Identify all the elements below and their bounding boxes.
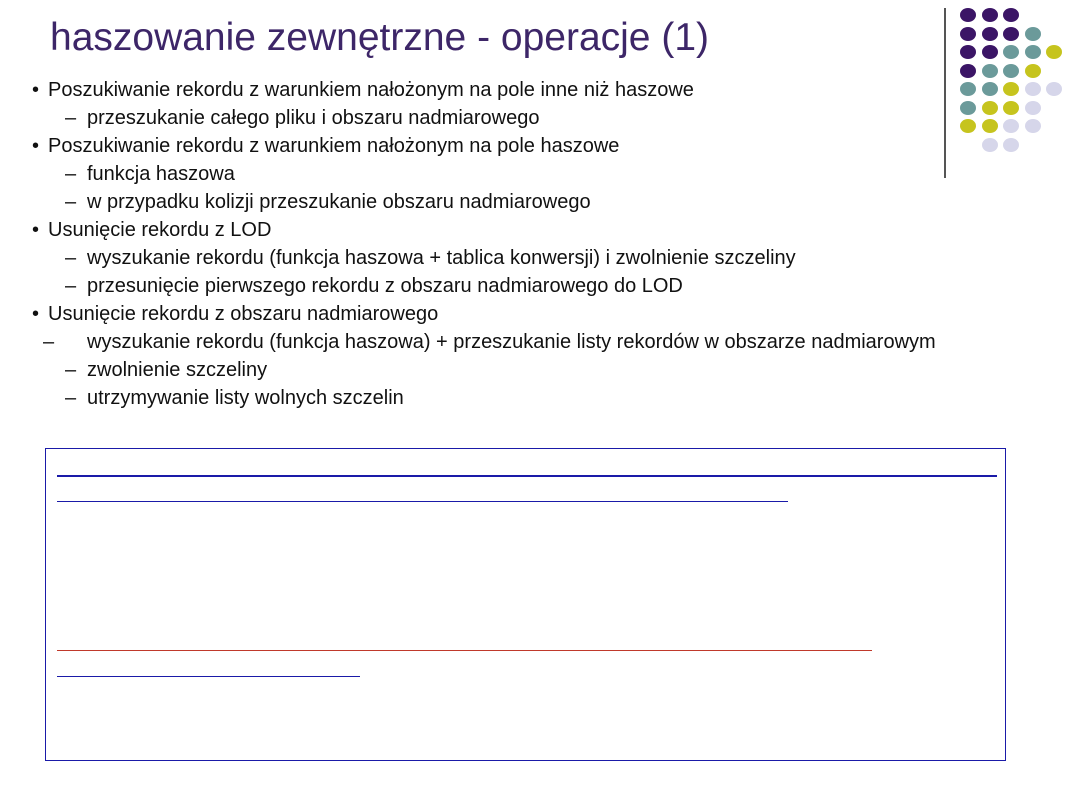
blue-underline-3 — [57, 676, 360, 677]
dash-icon: – — [65, 107, 77, 129]
sub-item — [32, 356, 1032, 384]
item-text: Usunięcie rekordu z LOD — [48, 219, 272, 241]
dash-icon: – — [65, 359, 77, 381]
dot-icon — [982, 27, 998, 41]
list-item — [32, 216, 1032, 244]
sub-item — [32, 244, 1032, 272]
dot-icon — [1003, 8, 1019, 22]
bullet-list — [32, 76, 1032, 412]
dot-icon — [1046, 45, 1062, 59]
sub-item-text: utrzymywanie listy wolnych szczelin — [87, 387, 404, 409]
sub-item — [32, 384, 1032, 412]
dot-icon — [960, 45, 976, 59]
sub-item-text: zwolnienie szczeliny — [87, 359, 268, 381]
slide-title: haszowanie zewnętrzne - operacje (1) — [50, 16, 710, 59]
annotation-box — [45, 448, 1006, 761]
dash-icon: – — [65, 191, 77, 213]
item-text: Usunięcie rekordu z obszaru nadmiarowego — [48, 303, 439, 325]
sub-item — [32, 328, 1007, 356]
dash-icon: – — [65, 275, 77, 297]
list-item — [32, 132, 1032, 160]
list-item — [32, 76, 1032, 104]
sub-item-text: przeszukanie całego pliku i obszaru nadmiarowego — [87, 107, 540, 129]
dash-icon: – — [43, 331, 55, 353]
sub-item-text: w przypadku kolizji przeszukanie obszaru nadmiarowego — [87, 191, 591, 213]
sub-item-text: wyszukanie rekordu (funkcja haszowa + tablica konwersji) i zwolnienie szczeliny — [87, 247, 796, 269]
sub-item-text: przesunięcie pierwszego rekordu z obszaru nadmiarowego do LOD — [87, 275, 683, 297]
dot-icon — [982, 45, 998, 59]
dot-icon — [1003, 27, 1019, 41]
item-text: Poszukiwanie rekordu z warunkiem nałożonym na pole haszowe — [48, 135, 620, 157]
sub-item — [32, 272, 1032, 300]
sub-item-text: wyszukanie rekordu (funkcja haszowa) + przeszukanie listy rekordów w obszarze nadmiarowym — [87, 331, 936, 353]
dot-icon — [1025, 45, 1041, 59]
item-text: Poszukiwanie rekordu z warunkiem nałożonym na pole inne niż haszowe — [48, 79, 694, 101]
bullet-icon: • — [32, 219, 40, 241]
dot-icon — [1046, 82, 1062, 96]
sub-item — [32, 160, 1032, 188]
dash-icon: – — [65, 387, 77, 409]
bullet-icon: • — [32, 135, 40, 157]
blue-underline-2 — [57, 501, 788, 502]
dash-icon: – — [65, 163, 77, 185]
dash-icon: – — [65, 247, 77, 269]
dot-icon — [982, 8, 998, 22]
dot-icon — [1003, 45, 1019, 59]
bullet-icon: • — [32, 79, 40, 101]
sub-item-text: funkcja haszowa — [87, 163, 235, 185]
sub-item — [32, 104, 1032, 132]
sub-item — [32, 188, 1032, 216]
blue-underline-1 — [57, 475, 997, 477]
red-underline — [57, 650, 872, 651]
dot-icon — [960, 27, 976, 41]
dot-icon — [960, 8, 976, 22]
list-item — [32, 300, 1032, 328]
dot-icon — [1025, 27, 1041, 41]
bullet-icon: • — [32, 303, 40, 325]
